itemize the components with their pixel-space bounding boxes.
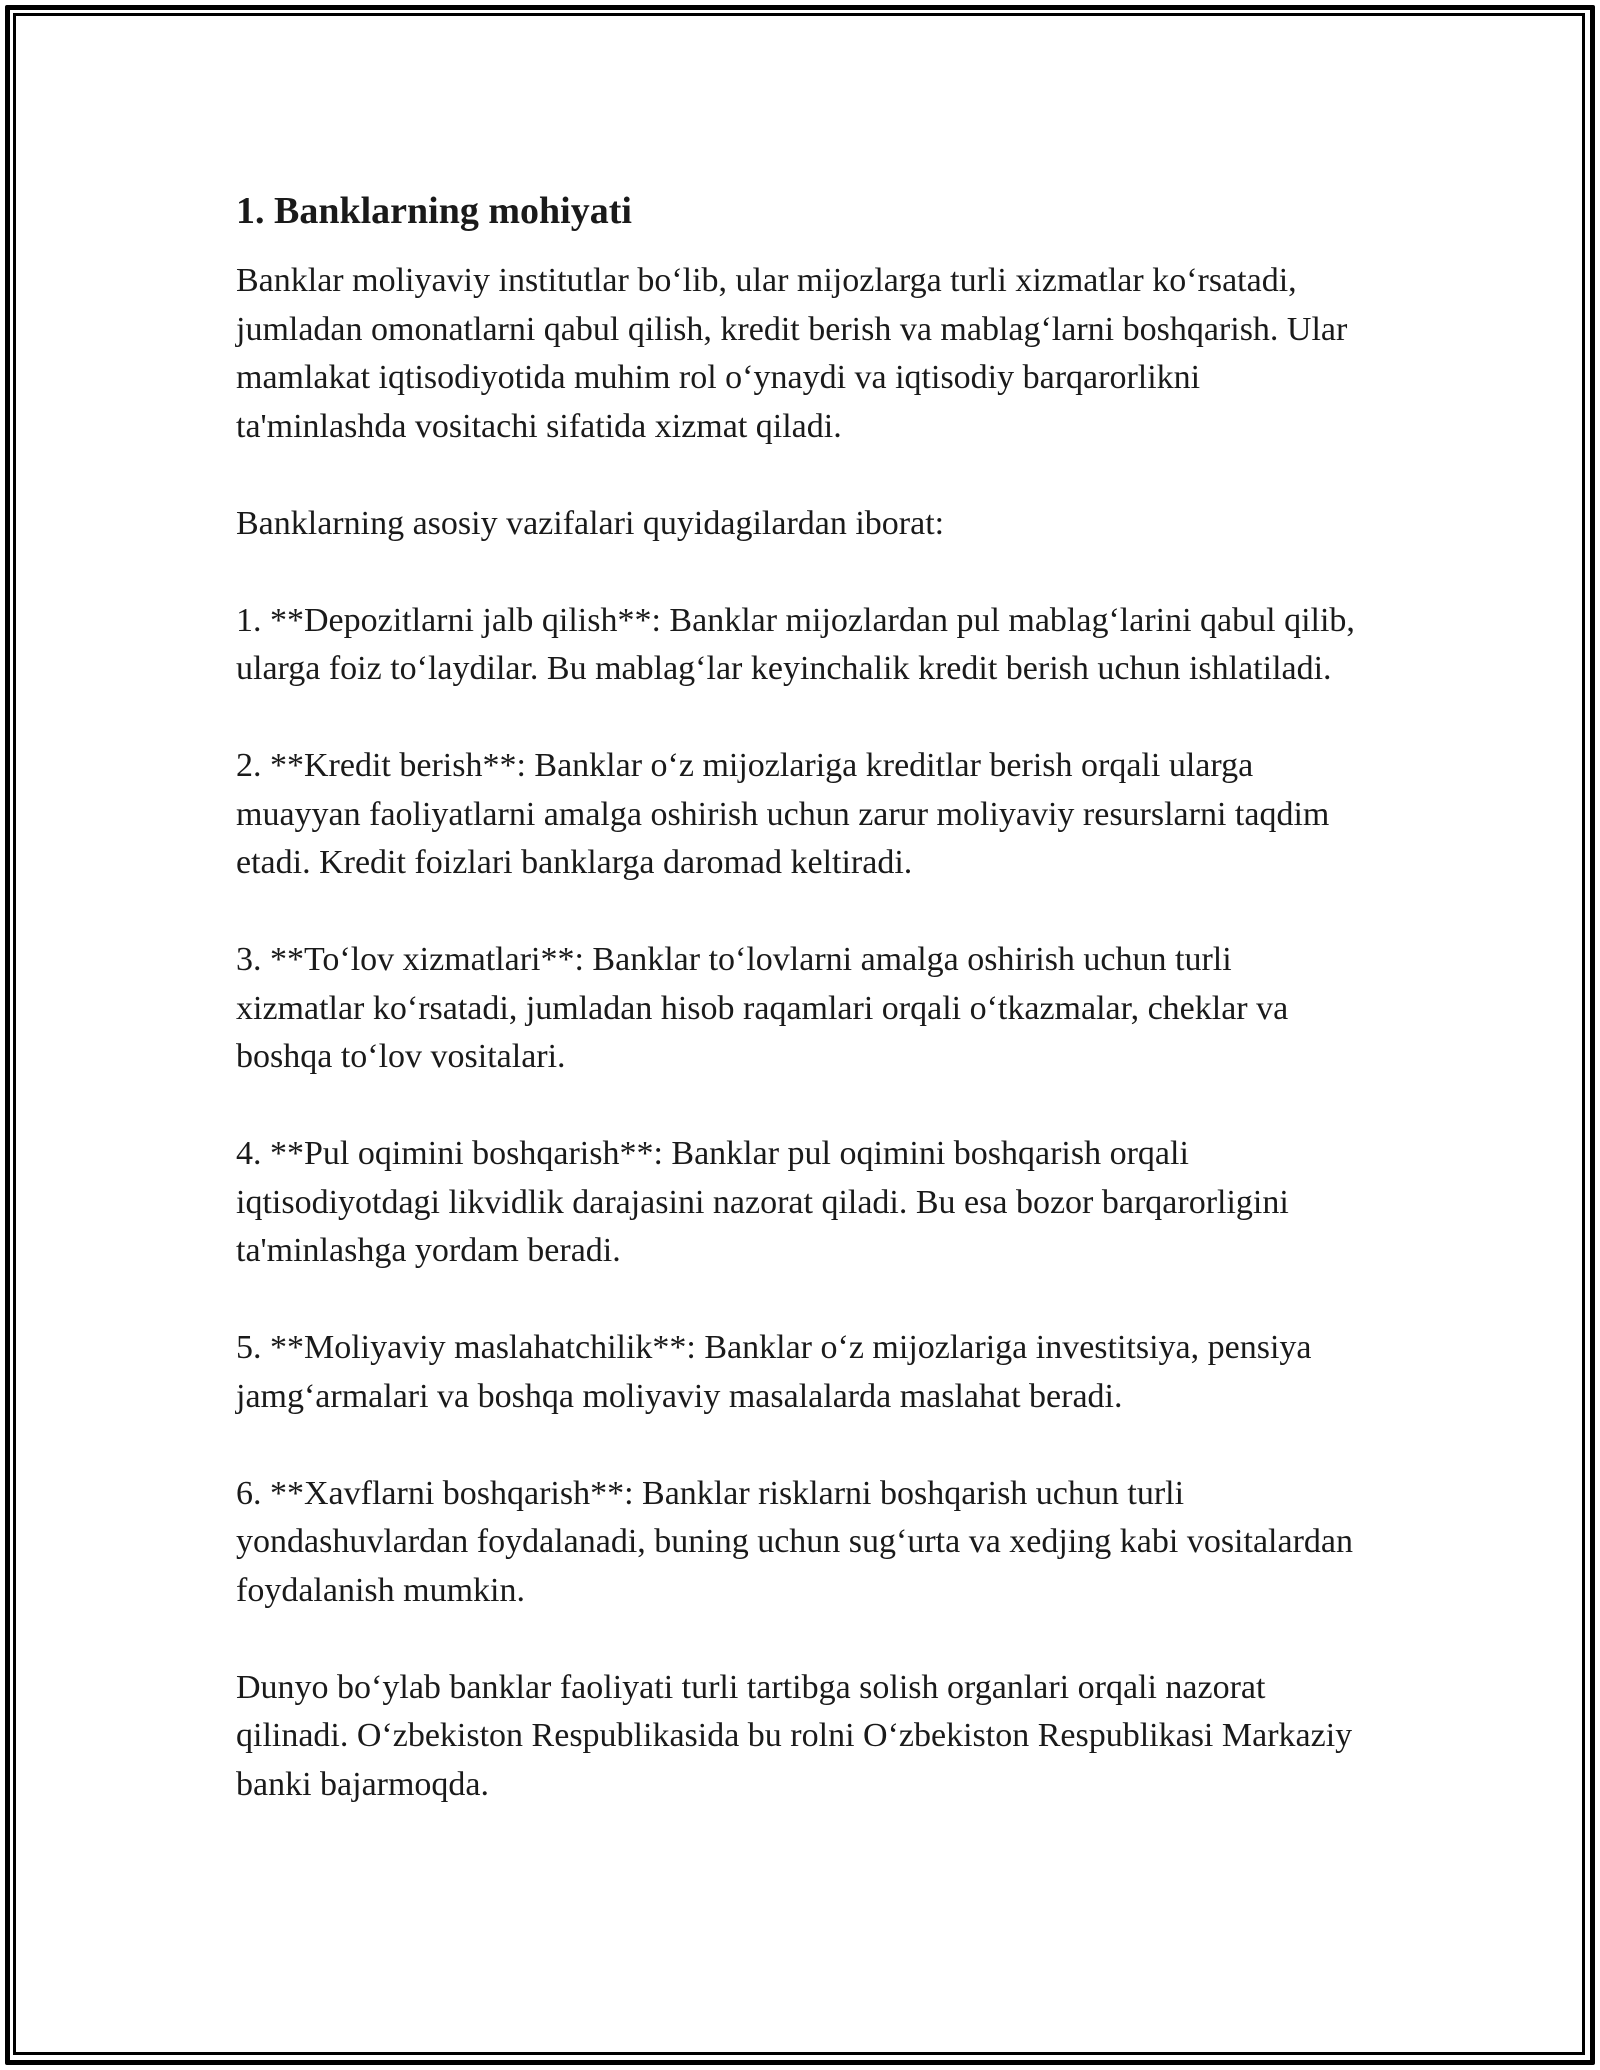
document-body xyxy=(236,188,1366,1809)
functions-lead-paragraph: Banklarning asosiy vazifalari quyidagilardan iborat: xyxy=(236,504,945,542)
function-item-credit: 2. **Kredit berish**: Banklar o‘z mijozlariga kreditlar berish orqali ularga muayyan faoliyatlarni amalga oshirish uchun zarur moliyaviy resurslarni taqdim etadi. Kredit foizlari banklarga daromad keltiradi. xyxy=(236,747,1330,881)
regulation-paragraph: Dunyo bo‘ylab banklar faoliyati turli tartibga solish organlari orqali nazorat qilinadi. O‘zbekiston Respublikasida bu rolni O‘zbekiston Respublikasi Markaziy banki bajarmoqda. xyxy=(236,1668,1353,1803)
function-item-payments: 3. **To‘lov xizmatlari**: Banklar to‘lovlarni amalga oshirish uchun turli xizmatlar ko‘rsatadi, jumladan hisob raqamlari orqali o‘tkazmalar, cheklar va boshqa to‘lov vositalari. xyxy=(236,941,1289,1075)
function-item-cash-flow: 4. **Pul oqimini boshqarish**: Banklar pul oqimini boshqarish orqali iqtisodiyotdagi likvidlik darajasini nazorat qiladi. Bu esa bozor barqarorligini ta'minlashga yordam beradi. xyxy=(236,1135,1289,1269)
intro-paragraph: Banklar moliyaviy institutlar bo‘lib, ular mijozlarga turli xizmatlar ko‘rsatadi, jumladan omonatlarni qabul qilish, kredit berish va mablag‘larni boshqarish. Ular mamlakat iqtisodiyotida muhim rol o‘ynaydi va iqtisodiy barqarorlikni ta'minlashda vositachi sifatida xizmat qiladi. xyxy=(236,262,1348,445)
function-item-deposits: 1. **Depozitlarni jalb qilish**: Banklar mijozlardan pul mablag‘larini qabul qilib, ularga foiz to‘laydilar. Bu mablag‘lar keyinchalik kredit berish uchun ishlatiladi. xyxy=(236,601,1355,687)
function-item-risk: 6. **Xavflarni boshqarish**: Banklar risklarni boshqarish uchun turli yondashuvlardan foydalanadi, buning uchun sug‘urta va xedjing kabi vositalardan foydalanish mumkin. xyxy=(236,1474,1353,1609)
section-title: 1. Banklarning mohiyati xyxy=(236,190,632,232)
function-item-advisory: 5. **Moliyaviy maslahatchilik**: Banklar o‘z mijozlariga investitsiya, pensiya jamg‘armalari va boshqa moliyaviy masalalarda maslahat beradi. xyxy=(236,1329,1312,1415)
